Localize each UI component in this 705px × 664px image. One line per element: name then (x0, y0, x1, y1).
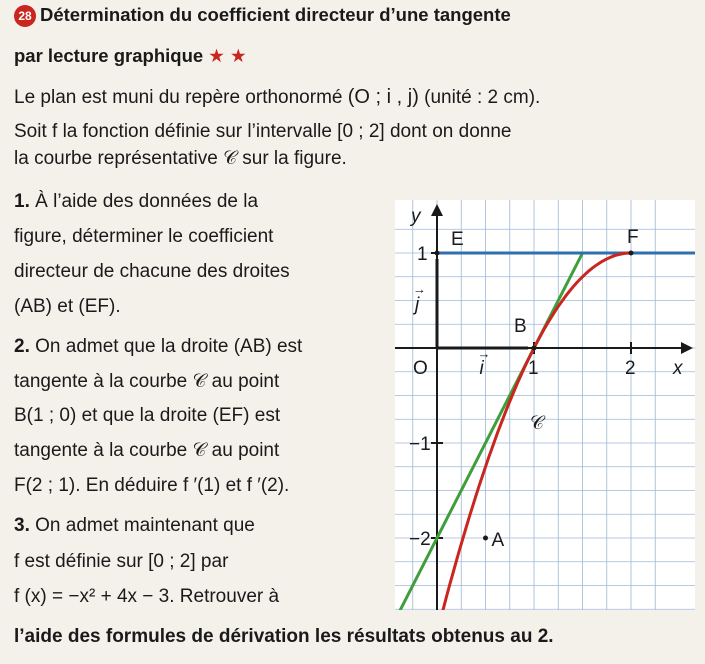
q2-line-5: F(2 ; 1). En déduire f ′(1) et f ′(2). (14, 475, 290, 496)
curve-label: 𝒞 (530, 412, 544, 434)
q2-line-3: B(1 ; 0) et que la droite (EF) est (14, 405, 281, 426)
intro-line1-prefix: Le plan est muni du repère orthonormé (14, 87, 343, 108)
intro-line-3: la courbe représentative 𝒞 sur la figure. (14, 148, 347, 169)
intro-line-2: Soit f la fonction définie sur l’intervalle [0 ; 2] dont on donne (14, 121, 512, 142)
point-label-b: B (514, 316, 527, 337)
q2-text-1: On admet que la droite (AB) est (35, 336, 303, 357)
point-label-a: A (491, 530, 505, 551)
q2-line-4: tangente à la courbe 𝒞 au point (14, 440, 280, 461)
x-tick-label-1: 1 (528, 358, 539, 379)
exercise-title-second-line (14, 45, 247, 67)
q1-line-4: (AB) et (EF). (14, 296, 121, 317)
point-label-e: E (451, 229, 464, 250)
exercise-title (14, 4, 511, 27)
q2-line-2: tangente à la courbe 𝒞 au point (14, 371, 280, 392)
exercise-number-badge: 28 (14, 5, 36, 27)
y-tick-label-1: 1 (417, 244, 428, 265)
vector-arrow-i-icon: → (477, 346, 491, 361)
q3-line-2: f est définie sur [0 ; 2] par (14, 551, 229, 572)
graph-figure (395, 200, 695, 610)
point-f-marker (629, 251, 634, 256)
q1-line-3: directeur de chacune des droites (14, 261, 290, 282)
q3-line-3: f (x) = −x² + 4x − 3. Retrouver à (14, 586, 280, 607)
q1-line-2: figure, déterminer le coefficient (14, 226, 274, 247)
point-label-f: F (627, 227, 639, 248)
y-tick-label-minus-2: −2 (409, 529, 431, 550)
origin-label: O (413, 358, 428, 379)
difficulty-stars-icon: ★ ★ (208, 45, 247, 66)
exercise-title-line2: par lecture graphique (14, 45, 204, 66)
q1-line-1 (14, 191, 258, 213)
q3-line-4: l’aide des formules de dérivation les résultats obtenus au 2. (14, 626, 554, 647)
graph-background (395, 200, 695, 610)
point-b-marker (532, 346, 537, 351)
point-a-marker (483, 536, 488, 541)
x-axis-label: x (673, 358, 683, 379)
basis-notation: (O ; i , j) (347, 86, 419, 108)
y-tick-label-minus-1: −1 (409, 434, 431, 455)
q3-number: 3. (14, 515, 30, 536)
q2-number: 2. (14, 336, 30, 357)
unit-vector-j-label: j (415, 294, 420, 316)
q3-line-1 (14, 515, 255, 537)
q1-number: 1. (14, 191, 30, 212)
q1-text-1: À l’aide des données de la (35, 191, 259, 212)
vector-arrow-j-icon: → (413, 281, 426, 297)
q3-text-1: On admet maintenant que (35, 515, 255, 536)
x-tick-label-2: 2 (625, 358, 636, 379)
y-axis-label: y (411, 206, 421, 227)
unit-vector-i-label: i (479, 358, 484, 379)
intro-line-1 (14, 86, 540, 109)
exercise-title-line1: Détermination du coefficient directeur d’une tangente (40, 4, 511, 25)
q2-line-1 (14, 336, 302, 358)
point-e-marker (435, 251, 440, 256)
intro-line1-suffix: (unité : 2 cm). (424, 87, 541, 108)
